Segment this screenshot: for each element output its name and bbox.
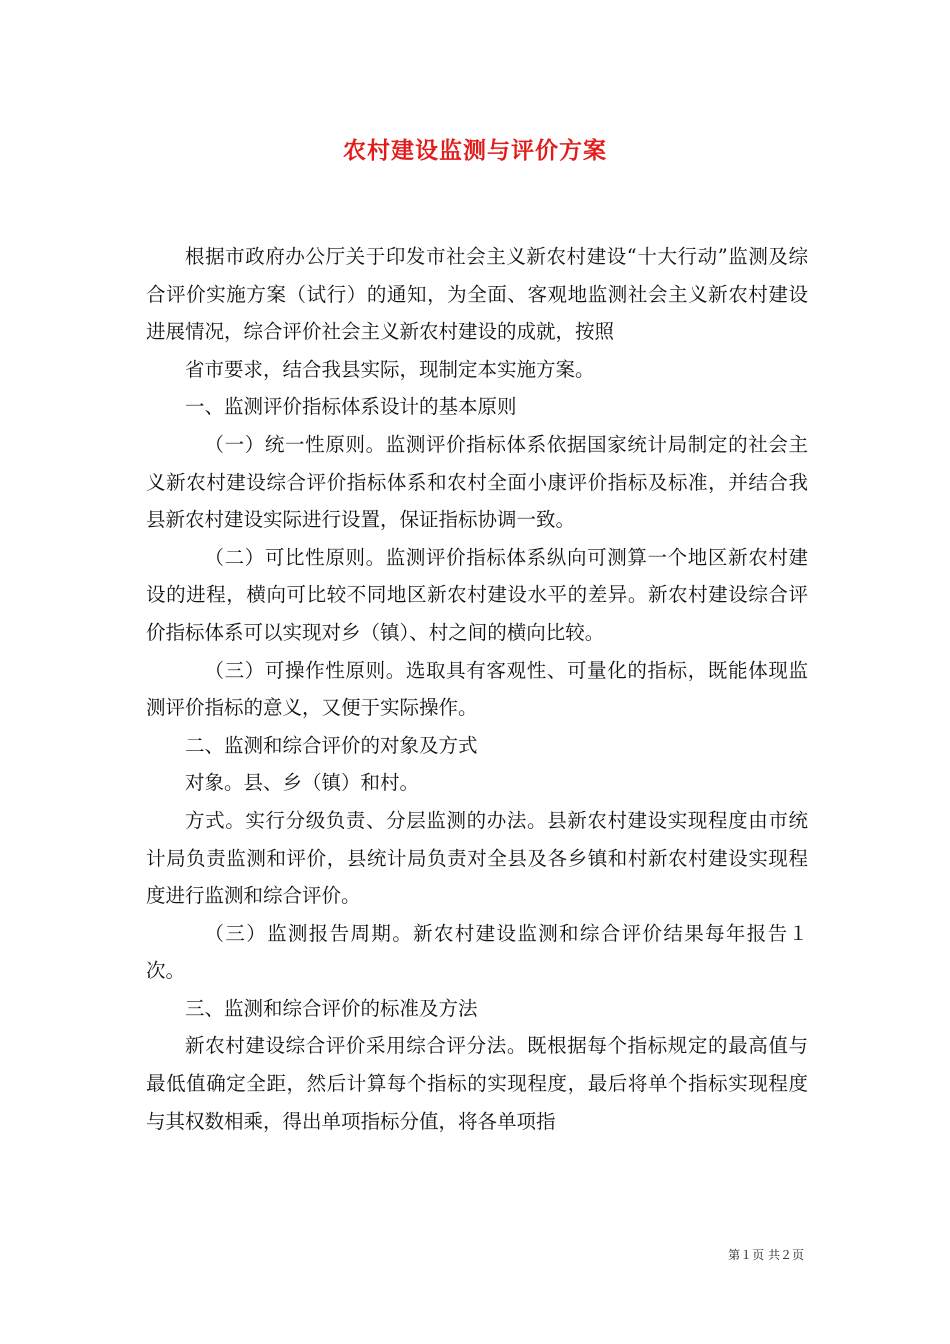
document-title: 农村建设监测与评价方案 xyxy=(343,137,607,164)
section-heading-1: 一、监测评价指标体系设计的基本原则 xyxy=(185,395,517,419)
principle-unity: （一）统一性原则。监测评价指标体系依据国家统计局制定的社会主义新农村建设综合评价指标体系和农村全面小康评价指标及标准，并结合我县新农村建设实际进行设置，保证指标协调一致。 xyxy=(146,432,808,532)
principle-operability: （三）可操作性原则。选取具有客观性、可量化的指标，既能体现监测评价指标的意义，又便于实际操作。 xyxy=(146,658,808,720)
section-heading-3: 三、监测和综合评价的标准及方法 xyxy=(185,996,478,1020)
paragraph-report-cycle: （三）监测报告周期。新农村建设监测和综合评价结果每年报告１次。 xyxy=(146,921,808,983)
page-number: 第１页 共２页 xyxy=(728,1248,804,1262)
paragraph-scoring: 新农村建设综合评价采用综合评分法。既根据每个指标规定的最高值与最低值确定全距，然后计算每个指标的实现程度，最后将单个指标实现程度与其权数相乘，得出单项指标分值，将各单项指 xyxy=(146,1034,808,1133)
principle-comparability: （二）可比性原则。监测评价指标体系纵向可测算一个地区新农村建设的进程，横向可比较不同地区新农村建设水平的差异。新农村建设综合评价指标体系可以实现对乡（镇）、村之间的横向比较。 xyxy=(146,545,808,644)
document-body xyxy=(146,238,808,1140)
paragraph-intro: 根据市政府办公厅关于印发市社会主义新农村建设“十大行动”监测及综合评价实施方案（试行）的通知，为全面、客观地监测社会主义新农村建设进展情况，综合评价社会主义新农村建设的成就，按照 xyxy=(146,245,808,344)
paragraph-objects: 对象。县、乡（镇）和村。 xyxy=(185,771,420,795)
paragraph-method: 方式。实行分级负责、分层监测的办法。县新农村建设实现程度由市统计局负责监测和评价，县统计局负责对全县及各乡镇和村新农村建设实现程度进行监测和综合评价。 xyxy=(146,808,808,908)
paragraph-intro-continued: 省市要求，结合我县实际，现制定本实施方案。 xyxy=(185,357,595,381)
section-heading-2: 二、监测和综合评价的对象及方式 xyxy=(185,733,478,757)
